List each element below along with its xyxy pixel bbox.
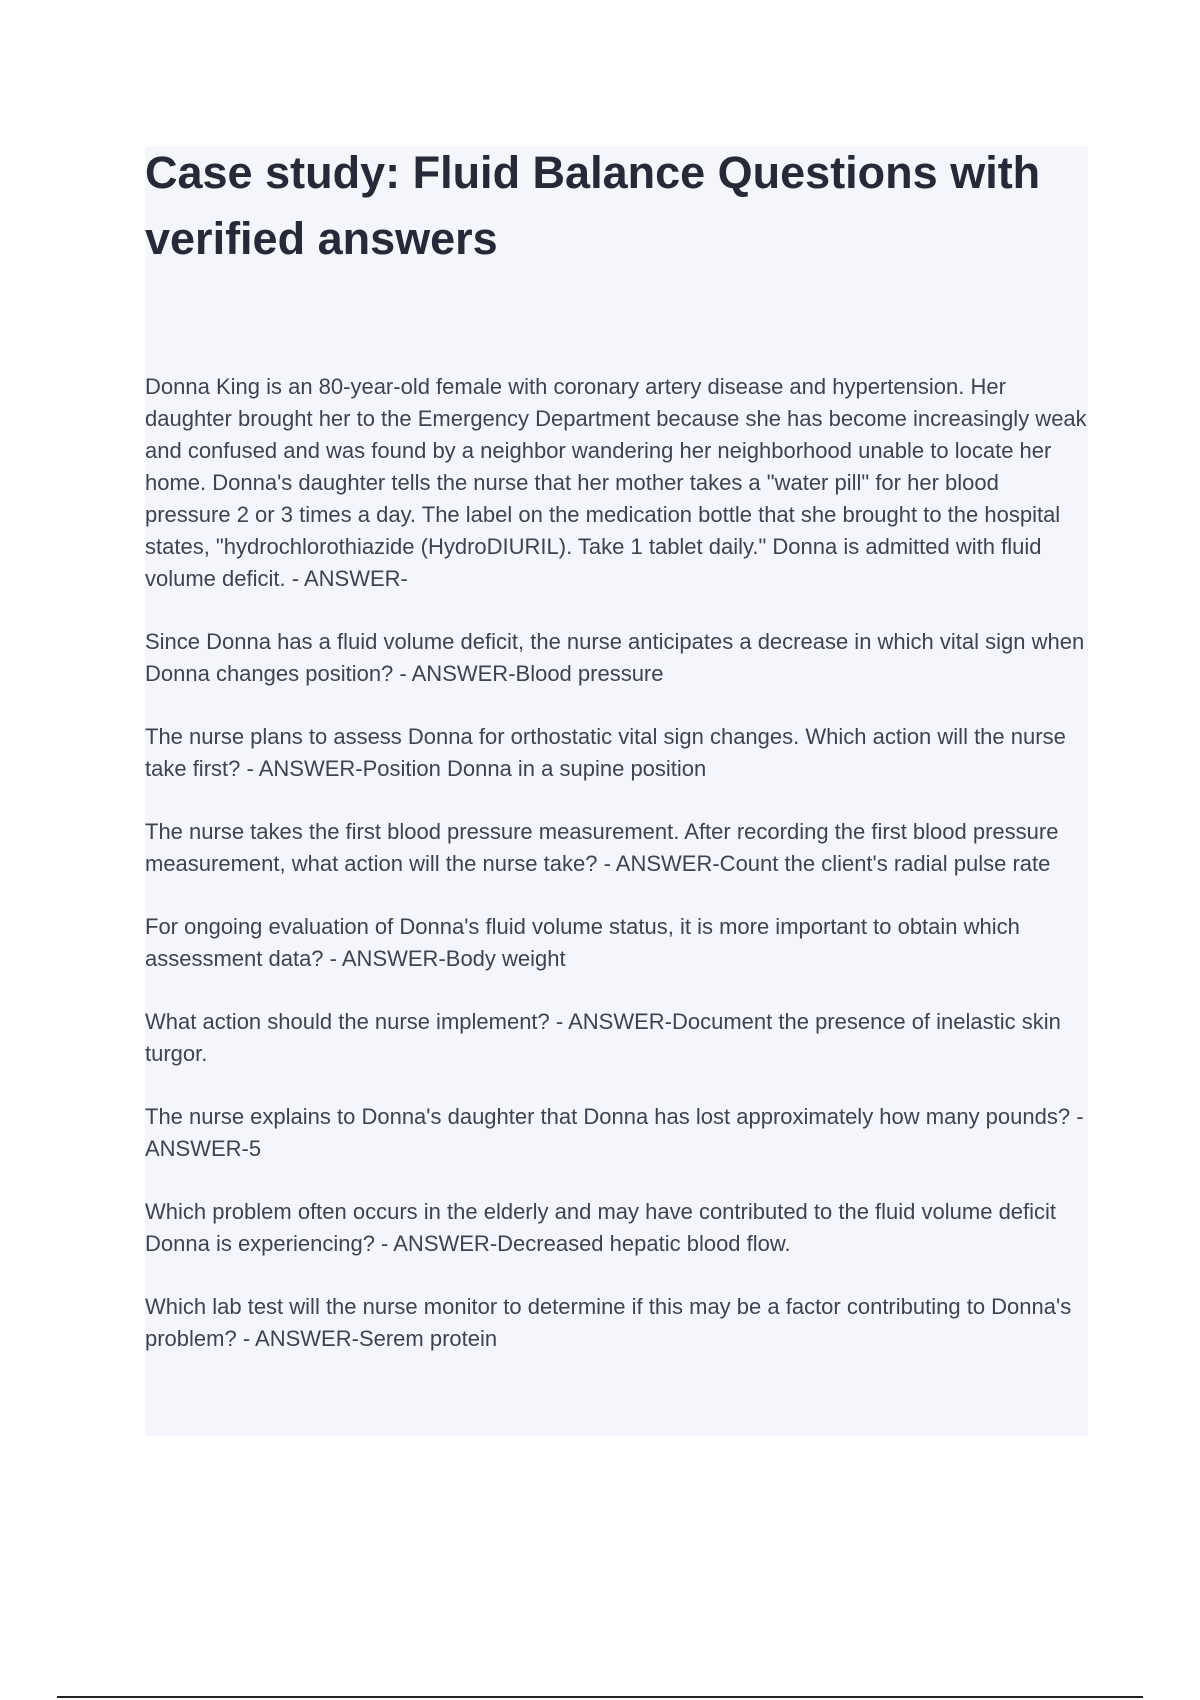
page-bottom-rule [57,1696,1143,1698]
question-answer-paragraph: The nurse explains to Donna's daughter that Donna has lost approximately how many pounds? - ANSWER-5 [145,1104,1084,1161]
question-answer-paragraph: For ongoing evaluation of Donna's fluid volume status, it is more important to obtain which assessment data? - ANSWER-Body weight [145,914,1020,971]
case-scenario-paragraph: Donna King is an 80-year-old female with coronary artery disease and hypertension. Her daughter brought her to the Emergency Department because she has become increasingly weak and confused and was found by a neighbor wandering her neighborhood unable to locate her home. Donna's daughter tells the nurse that her mother takes a "water pill" for her blood pressure 2 or 3 times a day. The label on the medication bottle that she brought to the hospital states, "hydrochlorothiazide (HydroDIURIL). Take 1 tablet daily." Donna is admitted with fluid volume deficit. - ANSWER- [145,374,1087,591]
document-title: Case study: Fluid Balance Questions with verified answers [145,147,1041,264]
question-answer-paragraph: What action should the nurse implement? - ANSWER-Document the presence of inelastic skin turgor. [145,1009,1061,1066]
document-body [145,371,1090,1386]
question-answer-paragraph: The nurse takes the first blood pressure measurement. After recording the first blood pressure measurement, what action will the nurse take? - ANSWER-Count the client's radial pulse rate [145,819,1059,876]
question-answer-paragraph: Which lab test will the nurse monitor to determine if this may be a factor contributing to Donna's problem? - ANSWER-Serem protein [145,1294,1072,1351]
question-answer-paragraph: Since Donna has a fluid volume deficit, the nurse anticipates a decrease in which vital sign when Donna changes position? - ANSWER-Blood pressure [145,629,1085,686]
question-answer-paragraph: Which problem often occurs in the elderly and may have contributed to the fluid volume deficit Donna is experiencing? - ANSWER-Decreased hepatic blood flow. [145,1199,1057,1256]
question-answer-paragraph: The nurse plans to assess Donna for orthostatic vital sign changes. Which action will the nurse take first? - ANSWER-Position Donna in a supine position [145,724,1066,781]
